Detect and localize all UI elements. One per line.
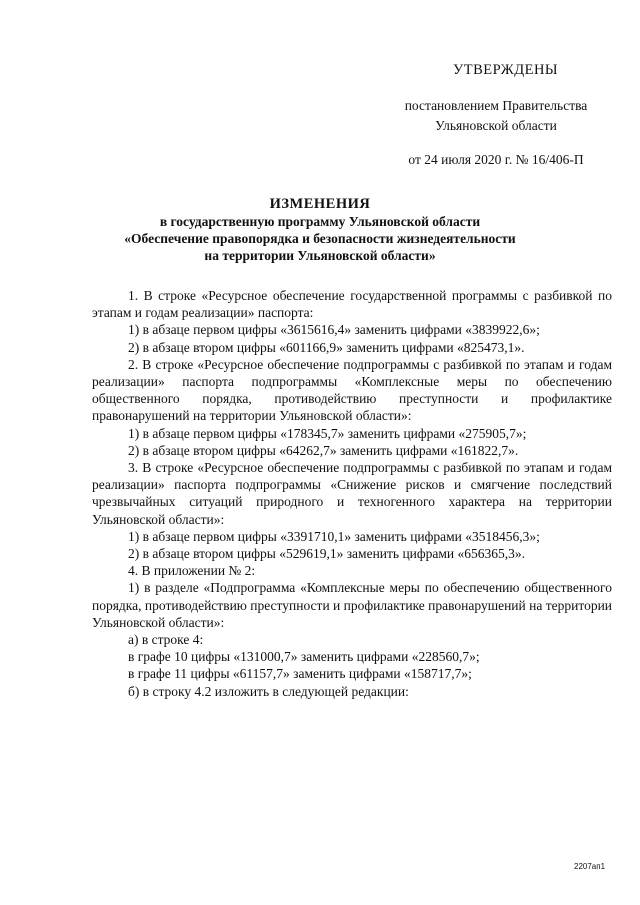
paragraph: 3. В строке «Ресурсное обеспечение подпрограммы с разбивкой по этапам и годам реализации» паспорта подпрограммы «Снижение рисков и смягчение последствий чрезвычайных ситуаций природного и техногенного характера на территории Ульяновской области»: [92,460,612,527]
decree-date: от 24 июля 2020 г. № 16/406-П [408,152,584,167]
document-body [92,287,612,700]
paragraph: 2. В строке «Ресурсное обеспечение подпрограммы с разбивкой по этапам и годам реализации» паспорта подпрограммы «Комплексные меры по обеспечению общественного порядка, противодействию преступности и профилактике правонарушений на территории Ульяновской области»: [92,356,612,424]
paragraph: 1) в абзаце первом цифры «3391710,1» заменить цифрами «3518456,3»; [128,528,540,544]
decree-block [380,96,612,170]
footer-code: 2207ап1 [574,862,606,871]
title-line-3: на территории Ульяновской области» [204,248,436,263]
approved-label: УТВЕРЖДЕНЫ [453,62,559,78]
decree-line-2: Ульяновской области [435,118,557,133]
paragraph: 1) в разделе «Подпрограмма «Комплексные меры по обеспечению общественного порядка, противодействию преступности и профилактике правонарушений на территории Ульяновской области»: [92,580,613,630]
paragraph: 1) в абзаце первом цифры «178345,7» заменить цифрами «275905,7»; [128,425,527,441]
paragraph: 2) в абзаце втором цифры «601166,9» заменить цифрами «825473,1». [128,339,525,355]
title-line-2: «Обеспечение правопорядка и безопасности жизнедеятельности [124,231,516,246]
document-title [90,196,550,264]
paragraph: б) в строку 4.2 изложить в следующей редакции: [128,683,409,699]
decree-line-1: постановлением Правительства [404,98,588,113]
paragraph: а) в строке 4: [128,632,204,648]
paragraph: в графе 11 цифры «61157,7» заменить цифрами «158717,7»; [128,666,472,682]
paragraph: 2) в абзаце втором цифры «529619,1» заменить цифрами «656365,3». [128,546,526,562]
title-line-1: в государственную программу Ульяновской области [159,214,481,229]
title-heading: ИЗМЕНЕНИЯ [269,196,371,212]
paragraph: 1. В строке «Ресурсное обеспечение государственной программы с разбивкой по этапам и годам реализации» паспорта: [92,288,612,321]
paragraph: 4. В приложении № 2: [128,563,256,579]
paragraph: 1) в абзаце первом цифры «3615616,4» заменить цифрами «3839922,6»; [128,322,540,338]
paragraph: 2) в абзаце втором цифры «64262,7» заменить цифрами «161822,7». [128,442,519,458]
paragraph: в графе 10 цифры «131000,7» заменить цифрами «228560,7»; [128,649,480,665]
